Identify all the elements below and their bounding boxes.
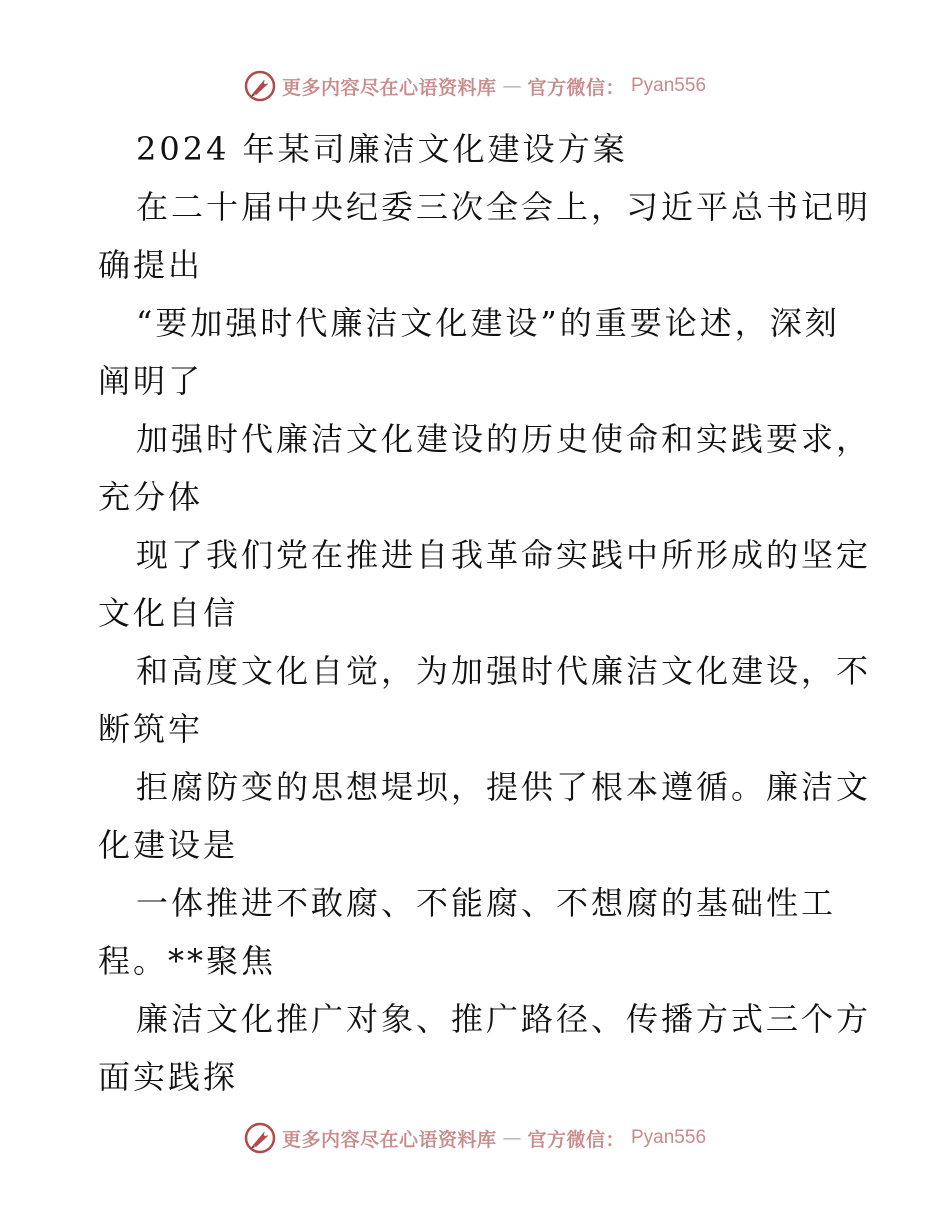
document-line: 在二十届中央纪委三次全会上，习近平总书记明	[136, 188, 872, 226]
document-line: 一体推进不敢腐、不能腐、不想腐的基础性工	[136, 884, 837, 922]
document-line: 程。**聚焦	[98, 942, 277, 980]
document-line: 文化自信	[98, 594, 239, 632]
watermark-brand-text: 更多内容尽在心语资料库	[281, 76, 497, 99]
watermark-separator: —	[502, 75, 522, 97]
document-line: “要加强时代廉洁文化建设”的重要论述，深刻	[136, 304, 840, 342]
pen-nib-logo-icon	[244, 1122, 276, 1154]
document-line: 和高度文化自觉，为加强时代廉洁文化建设，不	[136, 652, 872, 690]
document-line: 断筑牢	[98, 710, 204, 748]
watermark-contact-label: 官方微信：	[527, 76, 625, 99]
document-line: 现了我们党在推进自我革命实践中所形成的坚定	[136, 536, 872, 574]
watermark-brand-text: 更多内容尽在心语资料库	[281, 1128, 497, 1151]
document-line: 确提出	[98, 246, 204, 284]
header-watermark	[0, 70, 950, 102]
watermark-contact-label: 官方微信：	[527, 1128, 625, 1151]
watermark-handle: Pyan556	[631, 1127, 707, 1148]
document-line: 充分体	[98, 478, 204, 516]
pen-nib-logo-icon	[244, 70, 276, 102]
watermark-handle: Pyan556	[631, 75, 707, 96]
document-line: 加强时代廉洁文化建设的历史使命和实践要求，	[136, 420, 872, 458]
document-title: 2024 年某司廉洁文化建设方案	[136, 130, 628, 168]
document-line: 面实践探	[98, 1058, 239, 1096]
footer-watermark	[0, 1122, 950, 1154]
document-line: 廉洁文化推广对象、推广路径、传播方式三个方	[136, 1000, 872, 1038]
watermark-separator: —	[502, 1127, 522, 1149]
document-line: 化建设是	[98, 826, 239, 864]
document-body	[98, 120, 872, 1106]
document-line: 拒腐防变的思想堤坝，提供了根本遵循。廉洁文	[136, 768, 872, 806]
document-line: 阐明了	[98, 362, 204, 400]
